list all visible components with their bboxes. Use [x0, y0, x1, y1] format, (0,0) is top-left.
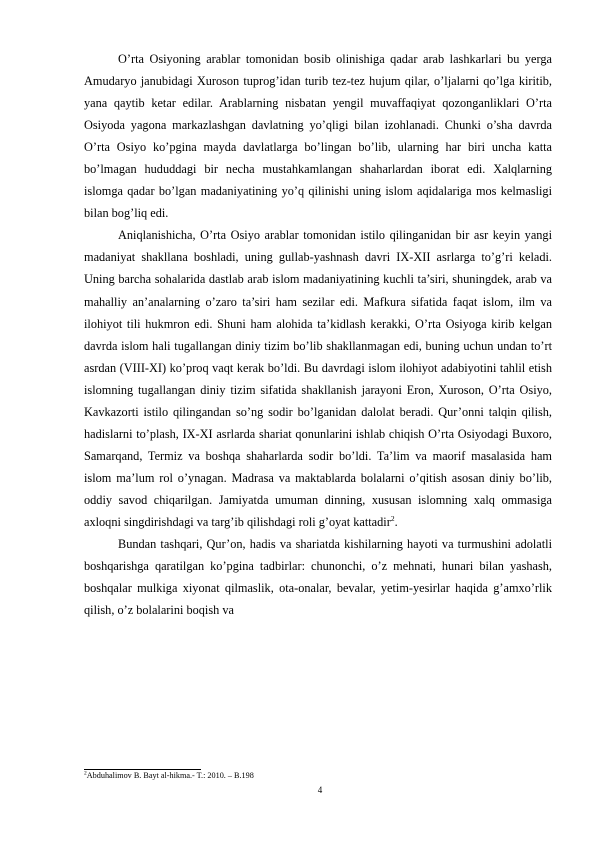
- paragraph-2-end: .: [394, 514, 398, 529]
- page-number: 4: [317, 785, 323, 795]
- footnote-text: Abduhalimov B. Bayt al-hikma.- T.: 2010. – B.198: [86, 771, 254, 780]
- footnote-mark: 2: [84, 770, 87, 777]
- paragraph-2: [84, 224, 552, 533]
- paragraph-1: O’rta Osiyoning arablar tomonidan bosib olinishiga qadar arab lashkarlari bu yerga Amudaryo janubidagi Xuroson tuprog’idan turib tez-tez hujum qilar, o’ljalarni qo’lga kiritib, yana qaytib ketar edilar. Arablarning nisbatan yengil muvaffaqiyat qozonganliklari O’rta Osiyoda yagona markazlashgan davlatning yo’qligi bilan izohlanadi. Chunki o’sha davrda O’rta Osiyo ko’pgina mayda davlatlarga bo’lingan bo’lib, ularning har biri uncha katta bo’lmagan hududdagi bir necha mustahkamlangan shaharlardan iborat edi. Xalqlarning islomga qadar bo’lgan madaniyatining yo’q qilinishi uning islom aqidalariga mos kelmasligi bilan bog’liq edi.: [84, 52, 552, 221]
- paragraph-2-text: Aniqlanishicha, O’rta Osiyo arablar tomonidan istilo qilinganidan bir asr keyin yangi madaniyat shakllana boshladi, uning gullab-yashnash davri IX-XII asrlarga to’g’ri keladi. Uning barcha sohalarida dastlab arab islom madaniyatining kuchli ta’siri, shuningdek, arab va mahalliy an’analarning o’zaro ta’siri ham sezilar edi. Mafkura sifatida faqat islom, ilm va ilohiyot tili hukmron edi. Shuni ham alohida ta’kidlash kerakki, O’rta Osiyoga kirib kelgan davrda islom hali tugallangan diniy tizim bo’lib shakllanmagan edi, buning uchun undan to’rt asrdan (VIII-XI) ko’proq vaqt kerak bo’ldi. Bu davrdagi islom ilohiyot adabiyotini tahlil etish islomning tugallangan diniy tizim sifatida shakllanish jarayoni Eron, Xuroson, O’rta Osiyo, Kavkazorti istilo qilingandan so’ng sodir bo’lganidan dalolat beradi. Qur’onni talqin qilish, hadislarni to’plash, IX-XI asrlarda shariat qonunlarini ishlab chiqish O’rta Osiyodagi Buxoro, Samarqand, Termiz va boshqa shaharlarda sodir bo’ldi. Ta’lim va maorif masalasida ham islom ma’lum rol o’ynagan. Madrasa va maktablarda bolalarni o’qitish asosan diniy bo’lib, oddiy savod chiqarilgan. Jamiyatda umuman dinning, xususan islomning xalq ommasiga axloqni singdirishdagi va targ’ib qilishdagi roli g’oyat kattadir: [84, 228, 552, 529]
- paragraph-3: Bundan tashqari, Qur’on, hadis va shariatda kishilarning hayoti va turmushini adolatli boshqarishga qaratilgan ko’pgina tadbirlar: chunonchi, o’z mehnati, hunari bilan yashash, boshqalar mulkiga xiyonat qilmaslik, ota-onalar, bevalar, yetim-yesirlar haqida g’amxo’rlik qilish, o’z bolalarini boqish va: [84, 537, 552, 618]
- footnote-divider: [84, 769, 201, 770]
- body-text: [84, 48, 552, 621]
- footnote: [84, 771, 554, 781]
- footnote-reference[interactable]: 2: [390, 513, 395, 523]
